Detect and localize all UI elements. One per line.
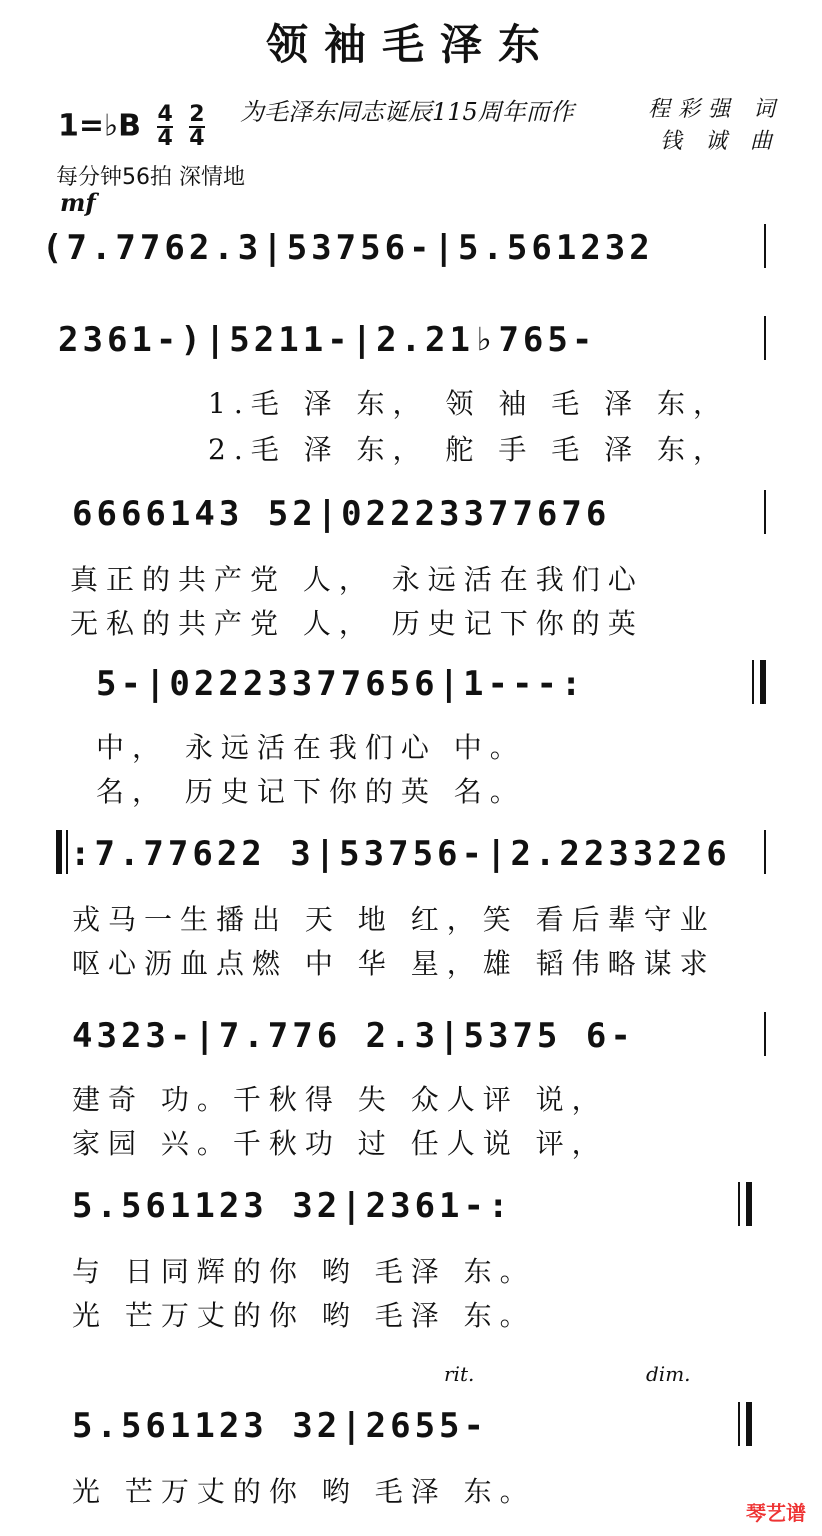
notation-row-2: 2361-)|5211-|2.21♭765- bbox=[58, 320, 597, 360]
lyrics-row-6-verse-1: 建奇 功。千秋得 失 众人评 说， bbox=[72, 1083, 608, 1116]
lyrics-row-5-verse-2: 呕心沥血点燃 中 华 星，雄 韬伟略谋求 bbox=[72, 947, 716, 980]
lyrics-row-3-verse-2: 无私的共产党 人， 历史记下你的英 bbox=[70, 607, 644, 640]
barline bbox=[738, 1402, 740, 1446]
lyrics-row-2-verse-2: 2.毛 泽 东， 舵 手 毛 泽 东， bbox=[208, 433, 730, 466]
notation-row-1: (7.7762.3|53756-|5.561232 bbox=[42, 228, 654, 268]
composer-credit: 钱 诚 曲 bbox=[660, 129, 780, 154]
notation-row-5: :7.77622 3|53756-|2.2233226 bbox=[70, 834, 731, 874]
final-barline bbox=[746, 1402, 752, 1446]
barline bbox=[764, 224, 766, 268]
key-signature bbox=[58, 104, 205, 150]
dynamic-marking: mf bbox=[60, 188, 96, 217]
repeat-end-barline bbox=[760, 660, 766, 704]
lyrics-row-3-verse-1: 真正的共产党 人， 永远活在我们心 bbox=[70, 563, 644, 596]
notation-row-8: 5.561123 32|2655- bbox=[72, 1406, 488, 1446]
tempo-marking: 每分钟56拍 深情地 bbox=[56, 165, 245, 190]
lyrics-row-6-verse-2: 家园 兴。千秋功 过 任人说 评， bbox=[72, 1127, 608, 1160]
subtitle: 为毛泽东同志诞辰115周年而作 bbox=[240, 98, 574, 126]
lyrics-row-7-verse-2: 光 芒万丈的你 哟 毛泽 东。 bbox=[72, 1299, 536, 1332]
lyrics-row-5-verse-1: 戎马一生播出 天 地 红，笑 看后辈守业 bbox=[72, 903, 716, 936]
notation-row-6: 4323-|7.776 2.3|5375 6- bbox=[72, 1016, 635, 1056]
lyrics-row-2-verse-1: 1.毛 泽 东， 领 袖 毛 泽 东， bbox=[208, 387, 730, 420]
page-title: 领袖毛泽东 bbox=[265, 20, 556, 69]
barline bbox=[66, 830, 68, 874]
time-signature-4-4 bbox=[157, 104, 172, 150]
key-text: 1=♭B bbox=[58, 108, 142, 144]
barline bbox=[752, 660, 754, 704]
barline bbox=[764, 316, 766, 360]
barline bbox=[738, 1182, 740, 1226]
time-den-1: 4 bbox=[157, 126, 173, 151]
barline bbox=[764, 830, 766, 874]
barline bbox=[764, 1012, 766, 1056]
time-num-1: 4 bbox=[157, 102, 173, 127]
barline bbox=[764, 490, 766, 534]
lyrics-row-8: 光 芒万丈的你 哟 毛泽 东。 bbox=[72, 1475, 536, 1508]
time-signature-2-4 bbox=[189, 104, 204, 150]
repeat-start-barline bbox=[56, 830, 62, 874]
rit-marking: rit. bbox=[444, 1362, 475, 1386]
time-den-2: 4 bbox=[189, 126, 205, 151]
dim-marking: dim. bbox=[646, 1362, 691, 1386]
time-num-2: 2 bbox=[189, 102, 205, 127]
watermark-logo: 琴艺谱 bbox=[746, 1501, 806, 1525]
lyrics-row-4-verse-2: 名， 历史记下你的英 名。 bbox=[96, 775, 526, 808]
lyrics-row-7-verse-1: 与 日同辉的你 哟 毛泽 东。 bbox=[72, 1255, 536, 1288]
notation-row-4: 5-|02223377656|1---: bbox=[96, 664, 586, 704]
repeat-end-barline bbox=[746, 1182, 752, 1226]
notation-row-7: 5.561123 32|2361-: bbox=[72, 1186, 513, 1226]
notation-row-3: 6666143 52|02223377676 bbox=[72, 494, 611, 534]
lyricist-credit: 程彩强 词 bbox=[648, 97, 783, 122]
lyrics-row-4-verse-1: 中， 永远活在我们心 中。 bbox=[96, 731, 526, 764]
